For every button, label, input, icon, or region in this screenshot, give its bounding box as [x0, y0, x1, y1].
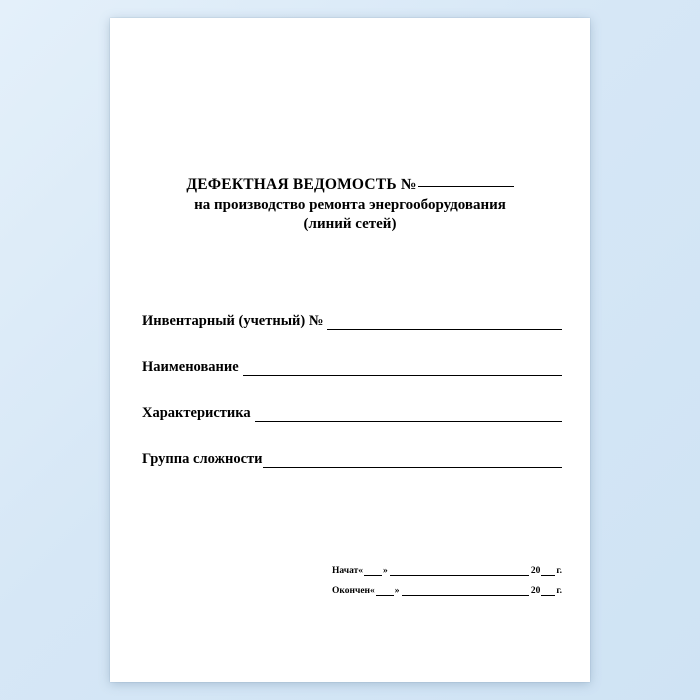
- footer-end-day-blank[interactable]: [376, 586, 394, 596]
- footer-row-start-date: [332, 566, 562, 576]
- footer-start-quote-close: »: [383, 566, 388, 576]
- footer-start-year-prefix: 20: [530, 566, 541, 576]
- footer-end-year-prefix: 20: [530, 586, 541, 596]
- footer-label-end: Окончен: [332, 586, 371, 596]
- footer-end-month-blank[interactable]: [402, 586, 529, 596]
- document-title-block: [110, 176, 590, 233]
- field-label-inventory-number: Инвентарный (учетный) №: [142, 313, 324, 329]
- document-title-sub: на производство ремонта энергооборудования: [194, 197, 506, 213]
- footer-start-quote-open: «: [358, 566, 364, 576]
- field-label-name: Наименование: [142, 359, 239, 375]
- footer-start-month-blank[interactable]: [390, 566, 529, 576]
- document-page-content: [110, 18, 590, 682]
- footer-start-year-suffix: г.: [556, 566, 562, 576]
- field-row-characteristic: [142, 405, 562, 422]
- footer-end-year-suffix: г.: [556, 586, 562, 596]
- field-blank-characteristic[interactable]: [255, 408, 562, 422]
- document-page: [110, 18, 590, 682]
- field-label-characteristic: Характеристика: [142, 405, 251, 421]
- document-title-sub2: (линий сетей): [303, 216, 397, 232]
- field-blank-complexity-group[interactable]: [263, 454, 562, 468]
- field-row-complexity-group: [142, 451, 562, 468]
- footer-row-end-date: [332, 586, 562, 596]
- footer-label-start: Начат: [332, 566, 359, 576]
- document-title-main-line: [110, 176, 590, 194]
- footer-end-quote-open: «: [370, 586, 375, 596]
- footer-end-quote-close: »: [394, 586, 400, 596]
- document-title-main: ДЕФЕКТНАЯ ВЕДОМОСТЬ №: [186, 176, 417, 193]
- field-label-complexity-group: Группа сложности: [142, 451, 263, 467]
- field-blank-name[interactable]: [243, 362, 562, 376]
- field-row-name: [142, 359, 562, 376]
- document-number-blank: [418, 186, 514, 187]
- field-blank-inventory-number[interactable]: [327, 316, 562, 330]
- footer-start-year-blank[interactable]: [541, 566, 555, 576]
- field-row-inventory-number: [142, 313, 562, 330]
- footer-start-day-blank[interactable]: [364, 566, 382, 576]
- document-footer: [332, 566, 562, 606]
- document-fields: [142, 313, 562, 497]
- footer-end-year-blank[interactable]: [541, 586, 555, 596]
